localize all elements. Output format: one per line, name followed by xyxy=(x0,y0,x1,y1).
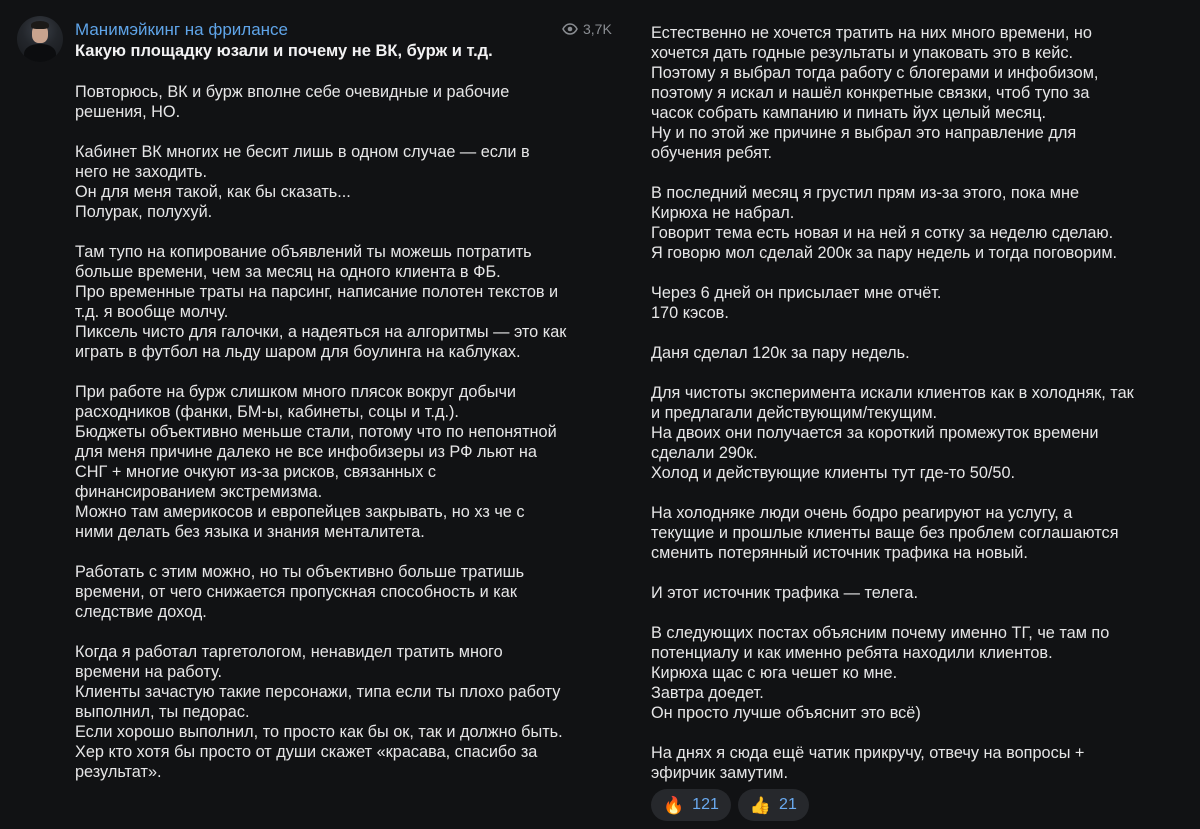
text-line: Когда я работал таргетологом, ненавидел тратить много xyxy=(75,643,503,661)
text-line: текущие и прошлые клиенты ваще без проблем соглашаются xyxy=(651,524,1119,542)
text-line: больше времени, чем за месяц на одного клиента в ФБ. xyxy=(75,263,501,281)
text-line: Бюджеты объективно меньше стали, потому что по непонятной xyxy=(75,423,557,441)
text-line: ними делать без языка и знания менталитета. xyxy=(75,523,425,541)
text-line xyxy=(651,603,1134,623)
text-line: решения, НО. xyxy=(75,103,181,121)
text-line: СНГ + многие очкуют из-за рисков, связанных с xyxy=(75,463,437,481)
text-line: Холод и действующие клиенты тут где-то 50/50. xyxy=(651,464,1016,482)
channel-avatar[interactable] xyxy=(17,16,63,62)
text-line: В следующих постах объясним почему именно ТГ, че там по xyxy=(651,624,1110,642)
text-line: поэтому я искал и нашёл конкретные связки, чтоб тупо за xyxy=(651,84,1090,102)
text-line: времени на работу. xyxy=(75,663,222,681)
views-count: 3,7K xyxy=(583,21,612,37)
text-line: На днях я сюда ещё чатик прикручу, отвечу на вопросы + xyxy=(651,744,1085,762)
text-line: Кирюха не набрал. xyxy=(651,204,795,222)
text-line xyxy=(651,563,1134,583)
text-line: Если хорошо выполнил, то просто как бы ок, так и должно быть. xyxy=(75,723,563,741)
text-line: При работе на бурж слишком много плясок вокруг добычи xyxy=(75,383,517,401)
text-line: Повторюсь, ВК и бурж вполне себе очевидные и рабочие xyxy=(75,83,510,101)
text-line: сделали 290к. xyxy=(651,444,758,462)
post-text-right-column xyxy=(651,23,1134,783)
text-line: Полурак, полухуй. xyxy=(75,203,213,221)
reaction-count: 21 xyxy=(779,796,797,813)
text-line: Завтра доедет. xyxy=(651,684,764,702)
text-line: потенциалу и как именно ребята находили клиентов. xyxy=(651,644,1053,662)
text-line: Ну и по этой же причине я выбрал это направление для xyxy=(651,124,1077,142)
text-line: Клиенты зачастую такие персонажи, типа если ты плохо работу xyxy=(75,683,561,701)
text-line: Пиксель чисто для галочки, а надеяться на алгоритмы — это как xyxy=(75,323,567,341)
text-line: Говорит тема есть новая и на ней я сотку за неделю сделаю. xyxy=(651,224,1114,242)
text-line: Можно там америкосов и европейцев закрывать, но хз че с xyxy=(75,503,525,521)
reaction-thumbs-up-button[interactable] xyxy=(738,789,809,821)
text-line: Он для меня такой, как бы сказать... xyxy=(75,183,351,201)
text-line: Даня сделал 120к за пару недель. xyxy=(651,344,910,362)
text-line: Он просто лучше объяснит это всё) xyxy=(651,704,921,722)
text-line xyxy=(651,363,1134,383)
text-line: играть в футбол на льду шаром для боулинга на каблуках. xyxy=(75,343,521,361)
text-line: для меня причине далеко не все инфобизеры из РФ льют на xyxy=(75,443,537,461)
text-line: часок собрать кампанию и пинать йух целый месяц. xyxy=(651,104,1047,122)
text-line: и предлагали действующим/текущим. xyxy=(651,404,938,422)
text-line: сменить потерянный источник трафика на новый. xyxy=(651,544,1028,562)
text-line xyxy=(75,622,566,642)
views-counter xyxy=(562,21,612,37)
text-line xyxy=(75,122,566,142)
text-line: хочется дать годные результаты и упаковать это в кейс. xyxy=(651,44,1074,62)
text-line xyxy=(75,222,566,242)
text-line xyxy=(651,323,1134,343)
post-title: Какую площадку юзали и почему не ВК, бурж и т.д. xyxy=(75,42,493,60)
text-line: расходников (фанки, БМ-ы, кабинеты, соцы и т.д.). xyxy=(75,403,459,421)
text-line: Про временные траты на парсинг, написание полотен текстов и xyxy=(75,283,559,301)
text-line: него не заходить. xyxy=(75,163,208,181)
eye-icon xyxy=(562,23,578,35)
fire-icon: 🔥 xyxy=(663,795,685,815)
text-line xyxy=(75,362,566,382)
text-line: эфирчик замутим. xyxy=(651,764,789,782)
avatar-body-shape xyxy=(24,44,56,62)
text-line: результат». xyxy=(75,763,162,781)
text-line: Через 6 дней он присылает мне отчёт. xyxy=(651,284,942,302)
text-line: Я говорю мол сделай 200к за пару недель и тогда поговорим. xyxy=(651,244,1118,262)
text-line: следствие доход. xyxy=(75,603,207,621)
text-line: Естественно не хочется тратить на них много времени, но xyxy=(651,24,1092,42)
text-line xyxy=(651,723,1134,743)
text-line: т.д. я вообще молчу. xyxy=(75,303,229,321)
text-line: 170 кэсов. xyxy=(651,304,729,322)
channel-name-link[interactable]: Манимэйкинг на фрилансе xyxy=(75,20,289,39)
reactions-bar xyxy=(651,789,809,821)
thumbs-up-icon: 👍 xyxy=(749,795,772,815)
text-line: На холодняке люди очень бодро реагируют на услугу, а xyxy=(651,504,1073,522)
text-line: обучения ребят. xyxy=(651,144,773,162)
text-line: И этот источник трафика — телега. xyxy=(651,584,918,602)
reaction-count: 121 xyxy=(692,796,719,813)
text-line: В последний месяц я грустил прям из-за этого, пока мне xyxy=(651,184,1080,202)
text-line: Кабинет ВК многих не бесит лишь в одном случае — если в xyxy=(75,143,530,161)
text-line xyxy=(651,263,1134,283)
text-line: выполнил, ты педорас. xyxy=(75,703,250,721)
text-line xyxy=(75,542,566,562)
post-text-left-column xyxy=(75,82,566,782)
text-line: Для чистоты эксперимента искали клиентов как в холодняк, так xyxy=(651,384,1134,402)
text-line: времени, от чего снижается пропускная способность и как xyxy=(75,583,517,601)
text-line: Хер кто хотя бы просто от души скажет «красава, спасибо за xyxy=(75,743,538,761)
avatar-hair-shape xyxy=(31,21,49,29)
text-line xyxy=(651,483,1134,503)
text-line: финансированием экстремизма. xyxy=(75,483,323,501)
text-line: На двоих они получается за короткий промежуток времени xyxy=(651,424,1099,442)
reaction-fire-button[interactable] xyxy=(651,789,731,821)
text-line: Там тупо на копирование объявлений ты можешь потратить xyxy=(75,243,532,261)
text-line: Работать с этим можно, но ты объективно больше тратишь xyxy=(75,563,525,581)
text-line xyxy=(651,163,1134,183)
text-line: Кирюха щас с юга чешет ко мне. xyxy=(651,664,898,682)
text-line: Поэтому я выбрал тогда работу с блогерами и инфобизом, xyxy=(651,64,1099,82)
